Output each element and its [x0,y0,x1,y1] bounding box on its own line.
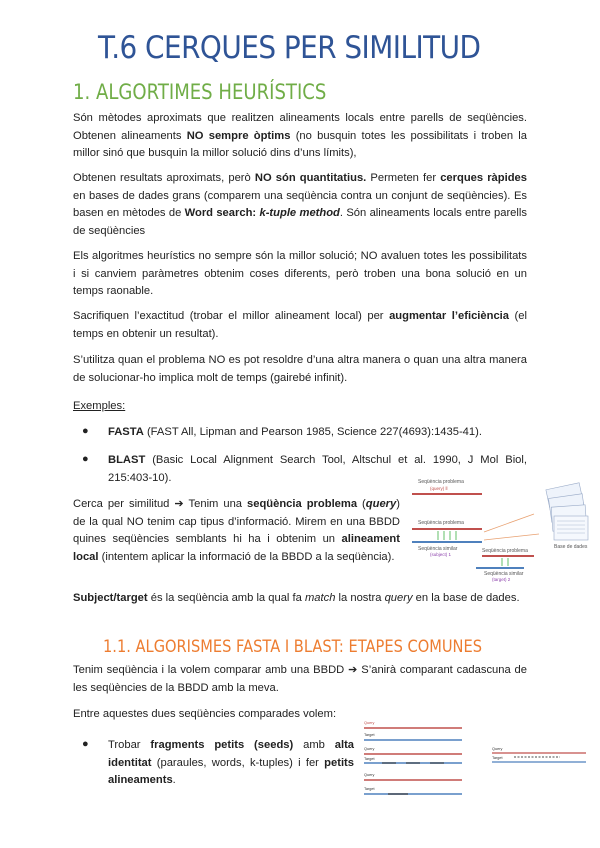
text-run: (paraules, words, k-tuples) i fer [151,756,325,769]
text-run: Permeten fer [366,172,441,184]
italic-run: match [304,592,336,604]
example-fasta [108,424,527,442]
bold-run: NO són quantitatius. [254,172,367,184]
bold-run: Word search: [184,207,260,220]
paragraph-8: Tenim seqüència i la volem comparar amb una BBDD ➔ S’anirà comparant cadascuna de les seqüències de la BBDD amb la meva. [73,664,527,694]
text-run: ) de la qual NO tenim cap tipus d’informació. Mirem en una BBDD quines seqüències semblants hi ha i obtenim un [73,498,400,546]
text-run: ( [357,498,366,510]
text-run: (FAST All, Lipman and Pearson 1985, Science 227(4693):1435-41). [143,426,482,438]
text-run: (intentem aplicar la informació de la BBDD a la seqüència). [98,550,395,563]
italic-run: query [384,592,413,604]
bold-run: fragments petits (seeds) [150,739,294,751]
fig-label-db: Base de dades [554,544,588,550]
bold-run: alta identitat [108,739,355,769]
paragraph-9: Entre aquestes dues seqüències comparades volem: [73,708,337,720]
section-heading-1: 1. ALGORTIMES HEURÍSTICS [73,80,327,104]
fig-label-seq-similar-2: Seqüència similar [484,571,524,577]
text-run: Obtenen resultats aproximats, però [73,172,255,184]
bold-italic-run: k-tuple method [259,207,340,220]
section-heading-1-1: 1.1. ALGORISMES FASTA I BLAST: ETAPES COMUNES [103,637,483,657]
bullet-dot: ● [82,425,89,437]
seq-label: Query [492,747,503,751]
fig-label-seq-problema: Seqüència problema [418,479,464,485]
arrow-icon: ➔ [174,498,184,510]
seq-label: Query [364,773,375,777]
seq-label: Query [364,721,375,725]
paragraph-1 [73,110,527,163]
bullet-seeds [108,737,354,790]
paragraph-2 [73,170,527,240]
fig-label-target: (target) 2 [492,577,511,582]
paragraph-7 [73,590,527,608]
bold-italic-run: query [365,498,397,510]
text-run: Trobar [108,739,151,751]
bold-run: alineament local [73,533,400,563]
fig-label-seq-problema-3: Seqüència problema [482,548,528,554]
text-run: Sacrifiquen l’exactitud (trobar el millor alineament local) per [73,310,390,322]
text-run: en bases de dades grans (comparem una seqüència contra un conjunt de seqüències). Es basen en mètodes de [73,189,527,220]
bold-run: FASTA [108,426,144,438]
fig-label-subject: (subject) 1 [430,552,452,557]
paragraph-6 [73,496,400,566]
text-run: amb [293,739,335,751]
text-run: Cerca per similitud [73,498,175,510]
seq-label: Query [364,747,375,751]
fig-label-seq-problema-2: Seqüència problema [418,520,464,526]
paragraph-3: Els algoritmes heurístics no sempre són la millor solució; NO avaluen totes les possibilitats i si canviem paràmetres obtenim coses diferents, però troben una bona solució en un temps raonable. [73,250,527,298]
bold-run: NO sempre òptims [186,129,291,142]
paragraph-4 [73,308,527,343]
text-run: la nostra [335,592,385,604]
text-run: (el temps en obtenir un resultat). [73,310,527,340]
fig-label-query: (query) ll [430,486,448,491]
text-run: . Són alineaments locals entre parells de seqüències [73,207,527,237]
seq-label: Target [492,756,503,760]
seeds-figure-right [490,744,590,770]
bold-run: augmentar l’eficiència [389,310,510,322]
page-title: T.6 CERQUES PER SIMILITUD [98,30,481,66]
text-run: (Basic Local Alignment Search Tool, Altschul et al. 1990, J Mol Biol, 215:403-10). [108,454,527,484]
seq-label: Target [364,787,375,791]
link-line [484,534,539,540]
bold-run: seqüència problema [247,498,358,510]
similarity-search-figure [404,474,594,584]
link-line [484,514,534,532]
fig-label-seq-similar: Seqüència similar [418,546,458,552]
bullet-dot: ● [82,738,89,750]
text-run: en la base de dades. [412,592,520,604]
seq-label: Target [364,733,375,737]
text-run: (no busquin totes les possibilitats i troben la millor sinó que busquin la millor solució dins d’uns límits), [73,129,527,160]
paragraph-5: S’utilitza quan el problema NO es pot resoldre d’una altra manera o quan una altra manera de solucionar-ho implica molt de temps (gairebé infinit). [73,354,527,384]
text-run: és la seqüència amb la qual fa [147,592,305,604]
text-run: Són mètodes aproximats que realitzen alineaments locals entre parells de seqüències. Obtenen alineaments [73,112,527,142]
bullet-dot: ● [82,453,89,465]
text-run: Tenim una [183,498,248,510]
bold-run: BLAST [108,454,146,466]
database-stack-icon [546,483,588,540]
seq-label: Target [364,757,375,761]
text-run: . [172,774,176,787]
examples-label: Exemples: [73,400,126,412]
bold-run: Subject/target [73,592,148,604]
bold-run: cerques ràpides [440,172,528,184]
bold-run: petits alineaments [108,756,354,787]
seeds-figure-left [362,718,466,800]
